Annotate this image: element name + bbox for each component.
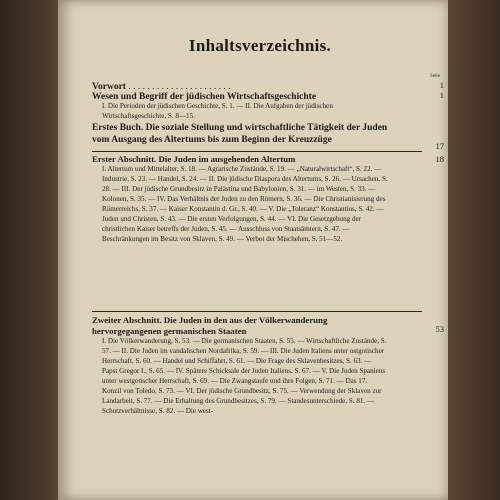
- toc-entry-page: 18: [435, 154, 444, 164]
- toc-entry-page: 53: [435, 324, 444, 334]
- toc-subentry-text: I. Die Völkerwanderung, S. 53. — Die germanischen Staaten, S. 55. — Wirtschaftliche Zustände, S. 57. — II. Die Juden im vandalischen Nordafrika, S. 59. — III. Die Juden Italiens unter ostgotischer Herrschaft, S. 60. — Handel und Schiffahrt, S. 61. — Die Frage des Sklavenbesitzes, S. 63. — Papst Gregor I., S. 65. — IV. Spätere Schicksale der Juden Italiens, S. 67. — V. Die Juden Spaniens unter westgotischer Herrschaft, S. 69. — Die Zwangstaufe und ihre Folgen, S. 71. — Das 17. Konzil von Toledo, S. 73. — VI. Der jüdische Grundbesitz, S. 75. — Verwendung der Sklaven zur Landarbeit, S. 77. — Die Erhaltung des Grundbesitzes, S. 79. — Standesunterschiede, S. 81. — Schutzverhältnisse, S. 82. — Die west-: [102, 337, 387, 415]
- toc-subentry-text: I. Altertum und Mittelalter, S. 18. — Agrarische Zustände, S. 19. — „Naturalwirtschaft“, S. 22. — Industrie, S. 23. — Handel, S. 24. — II. Die jüdische Diaspora des Altertums, S. 26. — Ursachen, S. 28. — III. Der jüdische Grundbesitz in Palästina und Babylonien, S. 31. — im Westen, S. 33. — Kolonen, S. 35. — IV. Das Verhältnis der Juden zu den Römern, S. 36. — Die Christianisierung des Römerreichs, S. 37. — Kaiser Konstantin d. Gr., S. 40. — V. Die „Toleranz“ Konstantius, S. 42. — Juden und Christen, S. 43. — Die ersten Verfolgungen, S. 44. — VI. Die Gesetzgebung der christlichen Kaiser betreffs der Juden, S. 45. — Ausschluss von Staatsämtern, S. 47. — Beschränkungen im Besitz von Sklaven, S. 49. — Verbot der Mischehen, S. 51—52.: [102, 165, 388, 243]
- toc-entry-title: Erster Abschnitt. Die Juden im ausgehenden Altertum: [92, 154, 296, 164]
- toc-entry-erster-abschnitt: [92, 154, 444, 164]
- divider: [92, 151, 422, 152]
- toc-entry-page: 1: [439, 80, 444, 90]
- toc-entry-title: Zweiter Abschnitt. Die Juden in den aus der Völkerwanderung hervorgegangenen germanischen Staaten: [92, 315, 328, 336]
- toc-entry-title: Vorwort . . .: [92, 82, 230, 92]
- toc-entry-erstes-buch: [92, 121, 444, 151]
- toc-entry-title: Erstes Buch. Die soziale Stellung und wirtschaftliche Tätigkeit der Juden vom Ausgang des Altertums bis zum Beginn der Kreuzzüge: [92, 123, 388, 145]
- toc-entry-page: 1: [439, 90, 444, 100]
- background-right: [448, 0, 500, 500]
- background-left: [0, 0, 58, 500]
- book-page: [58, 0, 448, 500]
- toc-entry-zweiter-abschnitt: [92, 314, 444, 336]
- page-title: Inhaltsverzeichnis.: [188, 36, 332, 55]
- seite-column-label: Seite: [430, 74, 440, 79]
- toc-entry-page: 17: [435, 141, 444, 151]
- divider: [92, 311, 422, 312]
- toc-entry-title: Wesen und Begriff der jüdischen Wirtschaftsgeschichte: [92, 92, 317, 102]
- toc-subentry-text: I. Die Perioden der jüdischen Geschichte, S. 1. — II. Die Aufgaben der jüdischen Wirtschaftsgeschichte, S. 8—15.: [102, 102, 333, 120]
